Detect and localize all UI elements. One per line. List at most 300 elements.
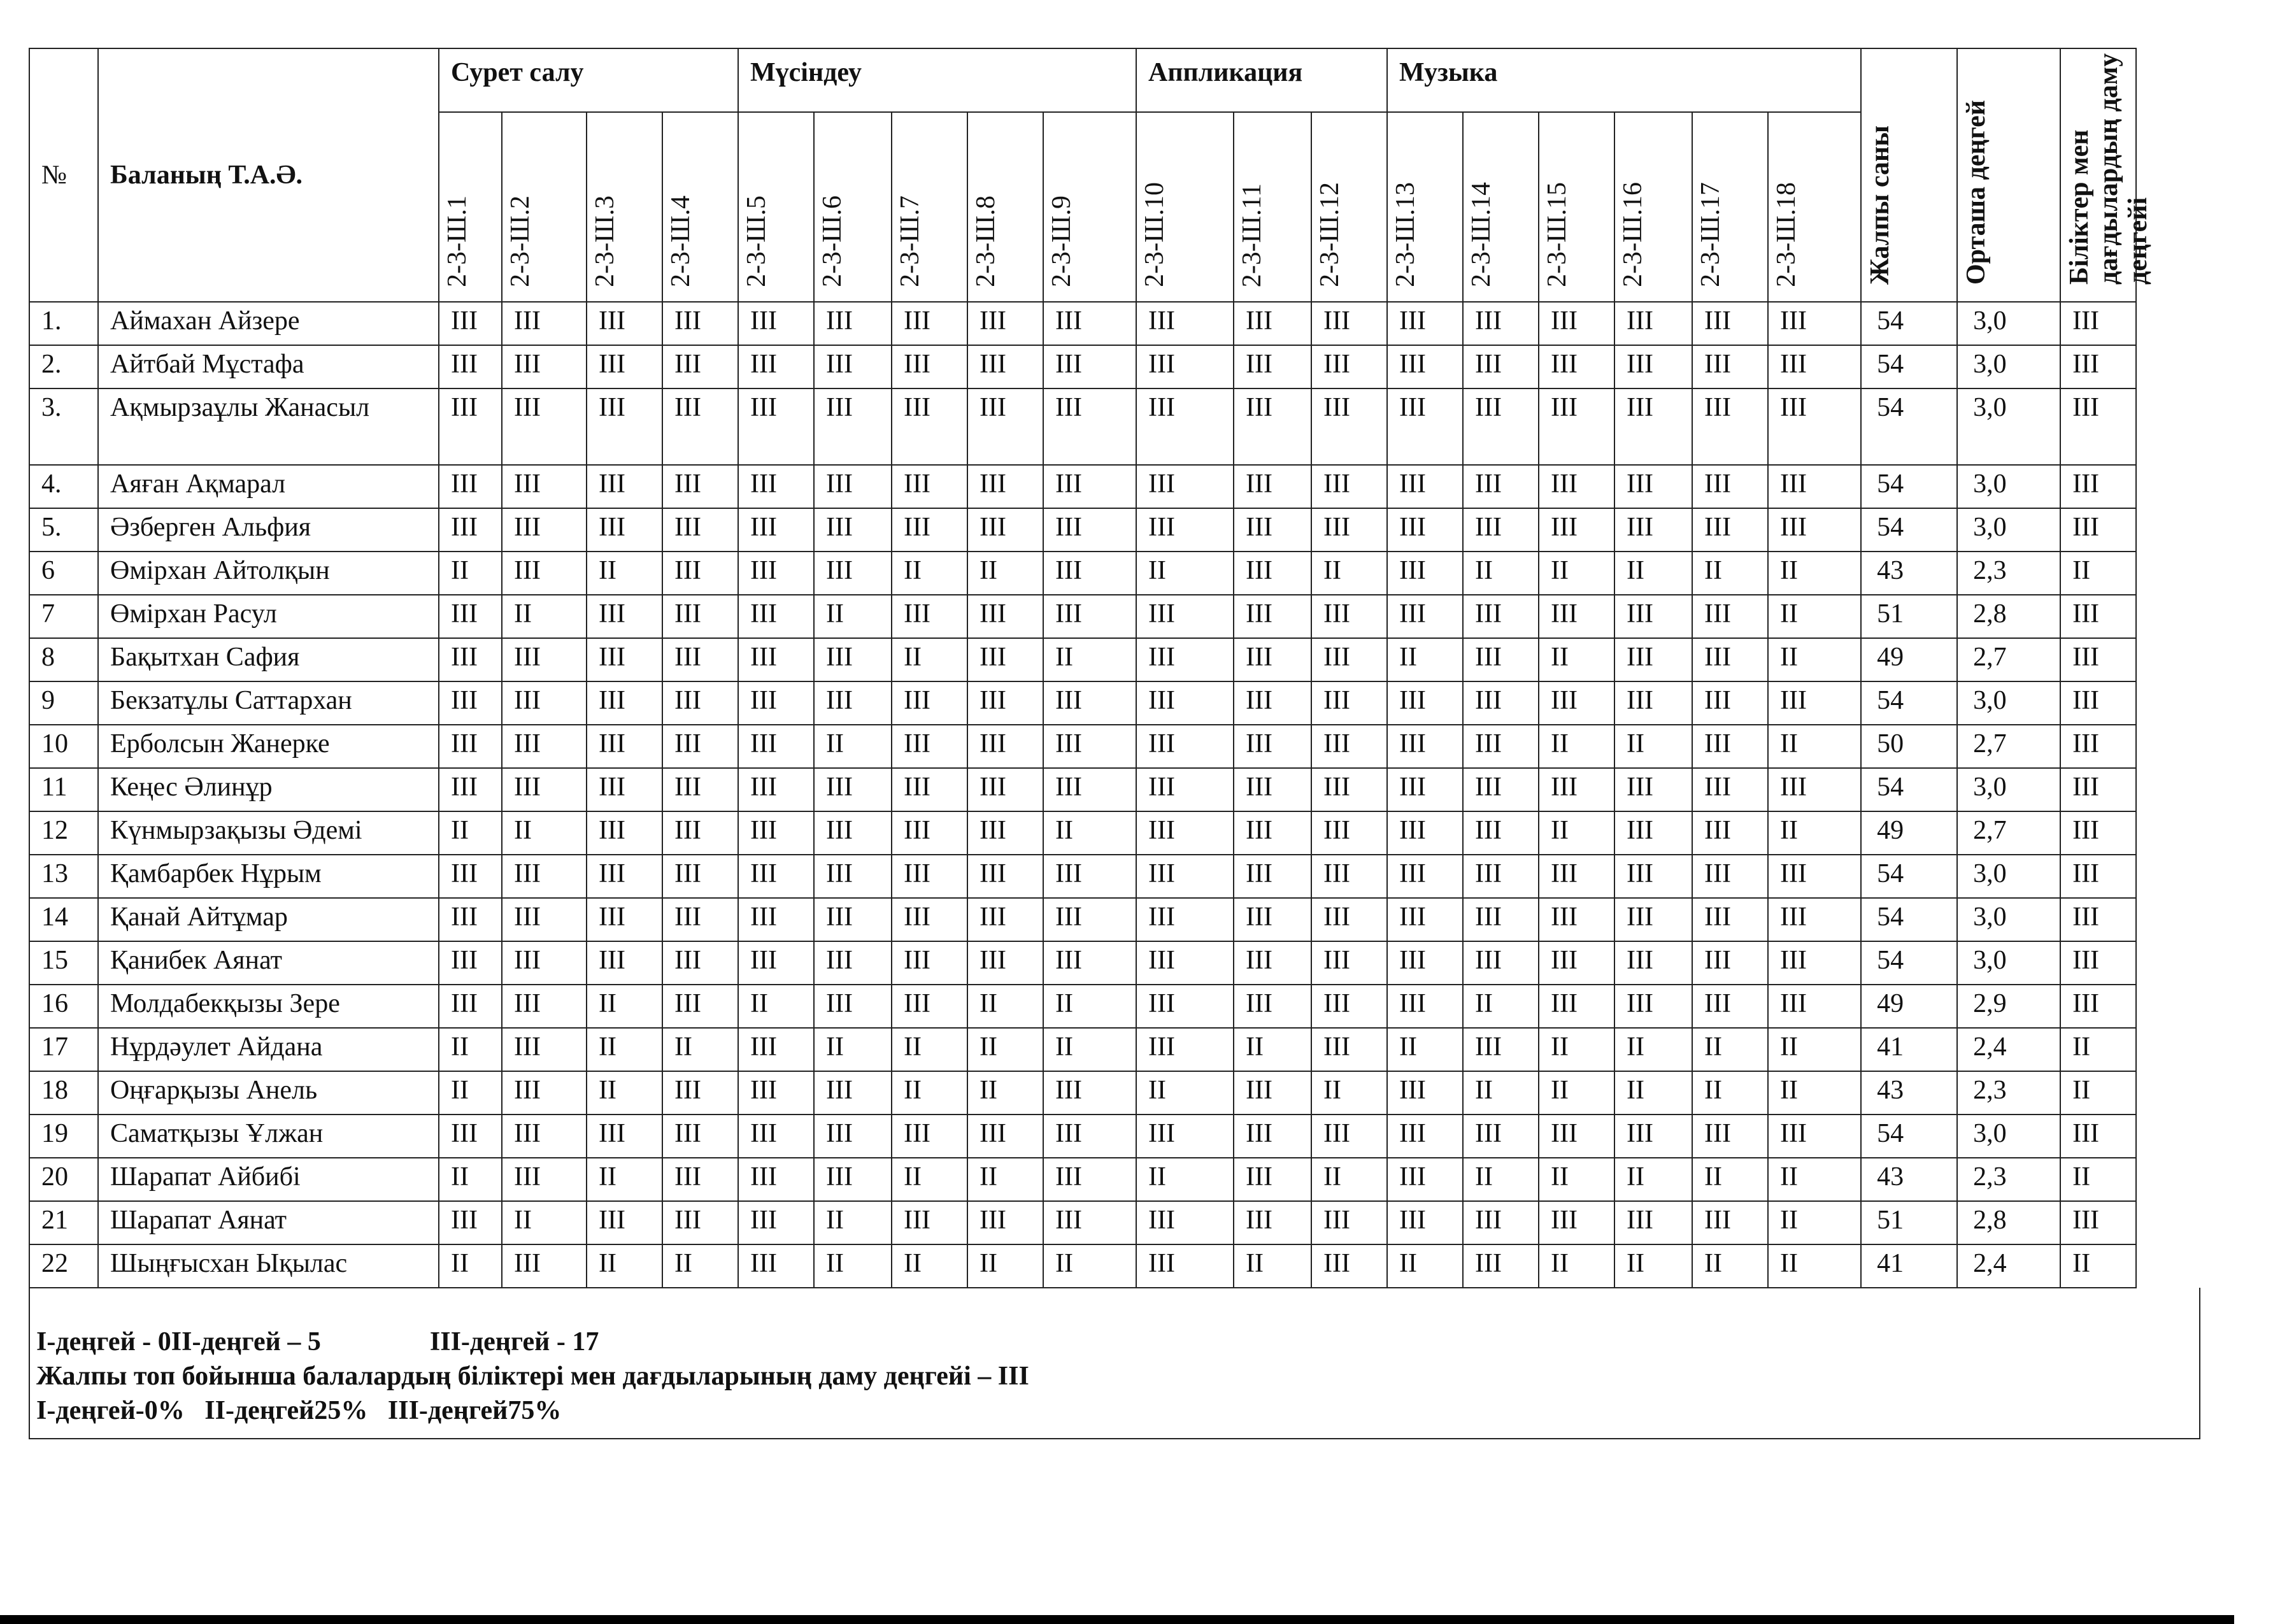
score-cell: II — [814, 1201, 892, 1244]
score-cell: III — [439, 388, 502, 465]
score-cell: III — [1043, 725, 1136, 768]
average-level: 3,0 — [1957, 508, 2060, 552]
score-cell: II — [1768, 1028, 1861, 1071]
score-cell: II — [1614, 1071, 1692, 1115]
score-cell: II — [1311, 1158, 1387, 1201]
total-score: 54 — [1861, 465, 1957, 508]
score-cell: III — [1234, 1201, 1311, 1244]
score-cell: II — [892, 1028, 967, 1071]
score-cell: III — [1692, 941, 1768, 985]
score-cell: III — [738, 638, 814, 681]
table-row — [29, 508, 2272, 552]
table-row — [29, 941, 2272, 985]
score-cell: III — [439, 941, 502, 985]
score-cell: II — [1387, 1244, 1463, 1288]
score-cell: III — [1387, 388, 1463, 465]
score-cell: III — [1043, 1071, 1136, 1115]
total-score: 54 — [1861, 302, 1957, 345]
score-cell: III — [502, 302, 587, 345]
skill-header-label: 2-3-Ш.8 — [971, 196, 1001, 287]
score-cell: III — [439, 725, 502, 768]
score-cell: III — [1311, 1201, 1387, 1244]
score-cell: III — [1387, 302, 1463, 345]
score-cell: III — [662, 388, 738, 465]
score-cell: III — [502, 941, 587, 985]
score-cell: II — [967, 1158, 1043, 1201]
score-cell: II — [892, 552, 967, 595]
score-cell: II — [662, 1244, 738, 1288]
score-cell: III — [1311, 638, 1387, 681]
table-row — [29, 1201, 2272, 1244]
row-number: 20 — [29, 1158, 98, 1201]
table-row — [29, 855, 2272, 898]
total-score: 54 — [1861, 508, 1957, 552]
total-score: 51 — [1861, 1201, 1957, 1244]
score-cell: III — [1043, 388, 1136, 465]
score-cell: II — [1043, 985, 1136, 1028]
score-cell: III — [1311, 508, 1387, 552]
score-cell: III — [892, 1115, 967, 1158]
score-cell: III — [587, 898, 662, 941]
development-level: II — [2060, 552, 2136, 595]
average-level: 2,8 — [1957, 1201, 2060, 1244]
score-cell: III — [1136, 388, 1234, 465]
score-cell: II — [1614, 1028, 1692, 1071]
score-cell: III — [502, 1244, 587, 1288]
score-cell: II — [814, 725, 892, 768]
row-number: 5. — [29, 508, 98, 552]
score-cell: III — [1539, 898, 1614, 941]
child-name: Молдабекқызы Зере — [98, 985, 439, 1028]
child-name: Саматқызы Ұлжан — [98, 1115, 439, 1158]
score-cell: II — [892, 1158, 967, 1201]
summary-counts-a: І-деңгей - 0ІІ-деңгей – 5 — [36, 1327, 321, 1357]
score-cell: III — [439, 508, 502, 552]
score-cell: III — [1234, 388, 1311, 465]
score-cell: II — [502, 811, 587, 855]
table-row — [29, 681, 2272, 725]
score-cell: III — [1311, 725, 1387, 768]
score-cell: III — [1768, 465, 1861, 508]
skill-header — [1768, 112, 1861, 302]
row-number: 4. — [29, 465, 98, 508]
score-cell: III — [1387, 855, 1463, 898]
total-score: 54 — [1861, 898, 1957, 941]
score-cell: III — [814, 552, 892, 595]
development-level: III — [2060, 855, 2136, 898]
score-cell: III — [502, 768, 587, 811]
average-level: 2,3 — [1957, 1158, 2060, 1201]
child-name: Әзберген Альфия — [98, 508, 439, 552]
score-cell: II — [1768, 1158, 1861, 1201]
row-number: 13 — [29, 855, 98, 898]
row-number: 22 — [29, 1244, 98, 1288]
score-cell: III — [662, 811, 738, 855]
average-level: 2,3 — [1957, 552, 2060, 595]
score-cell: III — [814, 1071, 892, 1115]
score-cell: III — [662, 345, 738, 388]
total-score: 49 — [1861, 638, 1957, 681]
score-cell: III — [502, 681, 587, 725]
row-number: 11 — [29, 768, 98, 811]
score-cell: III — [1539, 465, 1614, 508]
score-cell: III — [738, 508, 814, 552]
score-cell: II — [1768, 725, 1861, 768]
score-cell: II — [1768, 1244, 1861, 1288]
score-cell: III — [502, 508, 587, 552]
score-cell: III — [738, 725, 814, 768]
score-cell: III — [967, 638, 1043, 681]
total-score: 41 — [1861, 1028, 1957, 1071]
score-cell: III — [1043, 1158, 1136, 1201]
score-cell: III — [738, 681, 814, 725]
score-cell: III — [967, 811, 1043, 855]
score-cell: III — [1614, 595, 1692, 638]
score-cell: II — [967, 985, 1043, 1028]
score-cell: III — [1614, 1115, 1692, 1158]
score-cell: III — [1539, 768, 1614, 811]
total-score: 43 — [1861, 552, 1957, 595]
development-level: II — [2060, 1071, 2136, 1115]
score-cell: III — [1463, 345, 1539, 388]
development-level: III — [2060, 345, 2136, 388]
score-cell: III — [1136, 1201, 1234, 1244]
score-cell: III — [662, 1201, 738, 1244]
score-cell: II — [1768, 552, 1861, 595]
score-cell: III — [662, 681, 738, 725]
average-level: 2,8 — [1957, 595, 2060, 638]
score-cell: III — [502, 898, 587, 941]
score-cell: III — [738, 1028, 814, 1071]
score-cell: III — [662, 725, 738, 768]
score-cell: III — [892, 345, 967, 388]
child-name: Нұрдәулет Айдана — [98, 1028, 439, 1071]
average-level: 3,0 — [1957, 941, 2060, 985]
score-cell: III — [1234, 768, 1311, 811]
score-cell: II — [967, 552, 1043, 595]
score-cell: II — [1387, 638, 1463, 681]
development-level: III — [2060, 985, 2136, 1028]
table-row — [29, 725, 2272, 768]
score-cell: III — [1043, 898, 1136, 941]
score-cell: III — [892, 941, 967, 985]
score-cell: III — [892, 465, 967, 508]
score-cell: III — [439, 1115, 502, 1158]
total-score: 54 — [1861, 388, 1957, 465]
score-cell: III — [1234, 725, 1311, 768]
average-level: 2,4 — [1957, 1244, 2060, 1288]
score-cell: III — [1136, 465, 1234, 508]
skill-header-label: 2-3-Ш.5 — [742, 196, 772, 287]
score-cell: III — [1692, 1201, 1768, 1244]
score-cell: III — [1234, 302, 1311, 345]
score-cell: II — [1136, 1158, 1234, 1201]
scan-edge-bar — [0, 1615, 2234, 1624]
table-row — [29, 811, 2272, 855]
skill-header — [662, 112, 738, 302]
column-header-total-label: Жалпы саны — [1865, 125, 1895, 285]
score-cell: III — [1614, 302, 1692, 345]
score-cell: II — [1136, 552, 1234, 595]
development-level: III — [2060, 768, 2136, 811]
average-level: 3,0 — [1957, 855, 2060, 898]
row-number: 14 — [29, 898, 98, 941]
score-cell: II — [1387, 1028, 1463, 1071]
score-cell: III — [1463, 508, 1539, 552]
table-row — [29, 1071, 2272, 1115]
score-cell: III — [738, 465, 814, 508]
score-cell: III — [1614, 345, 1692, 388]
score-cell: III — [967, 345, 1043, 388]
child-name: Қамбарбек Нұрым — [98, 855, 439, 898]
score-cell: III — [1387, 768, 1463, 811]
score-cell: III — [1463, 638, 1539, 681]
score-cell: III — [502, 855, 587, 898]
score-cell: II — [439, 811, 502, 855]
score-cell: III — [1043, 1115, 1136, 1158]
row-number: 12 — [29, 811, 98, 855]
child-name: Шыңғысхан Ықылас — [98, 1244, 439, 1288]
group-header: Сурет салу — [439, 48, 738, 112]
score-cell: III — [814, 898, 892, 941]
score-cell: III — [439, 898, 502, 941]
score-cell: II — [738, 985, 814, 1028]
table-row — [29, 552, 2272, 595]
score-cell: II — [1539, 1071, 1614, 1115]
average-level: 3,0 — [1957, 681, 2060, 725]
development-level: III — [2060, 465, 2136, 508]
score-cell: III — [967, 1115, 1043, 1158]
score-cell: III — [1387, 1071, 1463, 1115]
score-cell: III — [1692, 681, 1768, 725]
score-cell: III — [1692, 388, 1768, 465]
score-cell: III — [1692, 1115, 1768, 1158]
score-cell: III — [1539, 985, 1614, 1028]
score-cell: III — [1311, 388, 1387, 465]
score-cell: III — [892, 388, 967, 465]
score-cell: III — [1136, 638, 1234, 681]
score-cell: II — [587, 1028, 662, 1071]
group-header: Музыка — [1387, 48, 1861, 112]
score-cell: III — [587, 811, 662, 855]
row-number: 2. — [29, 345, 98, 388]
column-header-total — [1861, 48, 1957, 302]
score-cell: III — [1311, 1115, 1387, 1158]
skill-header-label: 2-3-Ш.17 — [1696, 182, 1726, 287]
score-cell: III — [1387, 508, 1463, 552]
score-cell: III — [1311, 941, 1387, 985]
score-cell: III — [439, 855, 502, 898]
score-cell: III — [502, 552, 587, 595]
score-cell: III — [502, 985, 587, 1028]
score-cell: III — [738, 388, 814, 465]
score-cell: III — [1043, 941, 1136, 985]
score-cell: III — [1768, 768, 1861, 811]
score-cell: III — [1463, 1028, 1539, 1071]
score-cell: III — [439, 768, 502, 811]
score-cell: III — [814, 941, 892, 985]
score-cell: III — [439, 595, 502, 638]
score-cell: III — [1387, 595, 1463, 638]
score-cell: III — [502, 1115, 587, 1158]
score-cell: III — [662, 465, 738, 508]
score-cell: III — [1234, 508, 1311, 552]
score-cell: II — [662, 1028, 738, 1071]
table-row — [29, 1244, 2272, 1288]
score-cell: III — [1614, 768, 1692, 811]
score-cell: III — [1234, 1115, 1311, 1158]
skill-header-label: 2-3-Ш.2 — [506, 196, 535, 287]
score-cell: III — [1768, 302, 1861, 345]
score-cell: II — [587, 985, 662, 1028]
score-cell: II — [1768, 1201, 1861, 1244]
score-cell: III — [587, 638, 662, 681]
score-cell: III — [1136, 681, 1234, 725]
child-name: Өмірхан Расул — [98, 595, 439, 638]
score-cell: III — [1043, 595, 1136, 638]
score-cell: III — [967, 681, 1043, 725]
child-name: Аймахан Айзере — [98, 302, 439, 345]
score-cell: II — [439, 1071, 502, 1115]
score-cell: III — [1539, 941, 1614, 985]
score-cell: III — [1234, 811, 1311, 855]
average-level: 2,7 — [1957, 638, 2060, 681]
score-cell: III — [1539, 855, 1614, 898]
score-cell: III — [1311, 595, 1387, 638]
score-cell: III — [1136, 768, 1234, 811]
score-cell: III — [1136, 1028, 1234, 1071]
score-cell: III — [1614, 388, 1692, 465]
score-cell: III — [1539, 388, 1614, 465]
score-cell: III — [587, 345, 662, 388]
assessment-table — [29, 48, 2273, 1288]
score-cell: III — [967, 941, 1043, 985]
score-cell: III — [1692, 725, 1768, 768]
score-cell: II — [439, 1028, 502, 1071]
skill-header — [738, 112, 814, 302]
score-cell: III — [1136, 345, 1234, 388]
score-cell: III — [738, 302, 814, 345]
column-header-name: Баланың Т.А.Ә. — [98, 48, 439, 302]
score-cell: III — [1311, 855, 1387, 898]
score-cell: III — [1614, 811, 1692, 855]
skill-header-label: 2-3-Ш.11 — [1237, 183, 1267, 287]
score-cell: III — [1768, 985, 1861, 1028]
score-cell: III — [1136, 941, 1234, 985]
score-cell: III — [967, 388, 1043, 465]
skill-header — [1614, 112, 1692, 302]
score-cell: III — [1234, 345, 1311, 388]
assessment-sheet — [29, 48, 2199, 1288]
score-cell: II — [439, 552, 502, 595]
score-cell: III — [1234, 465, 1311, 508]
score-cell: II — [1311, 552, 1387, 595]
child-name: Күнмырзақызы Әдемі — [98, 811, 439, 855]
score-cell: III — [587, 465, 662, 508]
average-level: 3,0 — [1957, 768, 2060, 811]
score-cell: II — [439, 1244, 502, 1288]
score-cell: III — [1463, 855, 1539, 898]
total-score: 54 — [1861, 855, 1957, 898]
development-level: III — [2060, 681, 2136, 725]
score-cell: II — [892, 1244, 967, 1288]
row-number: 7 — [29, 595, 98, 638]
score-cell: III — [738, 345, 814, 388]
score-cell: III — [1043, 1201, 1136, 1244]
development-level: II — [2060, 1158, 2136, 1201]
score-cell: III — [439, 985, 502, 1028]
score-cell: III — [892, 855, 967, 898]
score-cell: II — [1768, 595, 1861, 638]
child-name: Қанай Айтұмар — [98, 898, 439, 941]
score-cell: III — [1387, 1115, 1463, 1158]
score-cell: III — [1463, 941, 1539, 985]
score-cell: III — [892, 681, 967, 725]
development-level: III — [2060, 508, 2136, 552]
score-cell: III — [738, 1115, 814, 1158]
score-cell: III — [967, 768, 1043, 811]
score-cell: II — [587, 1158, 662, 1201]
development-level: III — [2060, 1115, 2136, 1158]
score-cell: III — [1768, 1115, 1861, 1158]
development-level: III — [2060, 1201, 2136, 1244]
column-header-number: № — [29, 48, 98, 302]
skill-header — [892, 112, 967, 302]
child-name: Бекзатұлы Саттархан — [98, 681, 439, 725]
score-cell: III — [1311, 465, 1387, 508]
score-cell: III — [1043, 552, 1136, 595]
score-cell: III — [814, 1158, 892, 1201]
average-level: 2,4 — [1957, 1028, 2060, 1071]
score-cell: III — [1614, 1201, 1692, 1244]
score-cell: III — [1614, 681, 1692, 725]
score-cell: III — [1136, 595, 1234, 638]
score-cell: III — [1387, 985, 1463, 1028]
score-cell: II — [1692, 1071, 1768, 1115]
score-cell: III — [439, 465, 502, 508]
score-cell: III — [587, 508, 662, 552]
score-cell: III — [1539, 302, 1614, 345]
skill-header-label: 2-3-Ш.1 — [443, 196, 472, 287]
score-cell: III — [1311, 1244, 1387, 1288]
skill-header — [1387, 112, 1463, 302]
score-cell: III — [1614, 638, 1692, 681]
score-cell: III — [1692, 345, 1768, 388]
score-cell: III — [439, 302, 502, 345]
score-cell: III — [1387, 898, 1463, 941]
score-cell: II — [1539, 1158, 1614, 1201]
total-score: 54 — [1861, 941, 1957, 985]
score-cell: II — [1768, 811, 1861, 855]
score-cell: III — [502, 638, 587, 681]
score-cell: II — [1311, 1071, 1387, 1115]
child-name: Кеңес Әлинұр — [98, 768, 439, 811]
table-row — [29, 768, 2272, 811]
development-level: III — [2060, 941, 2136, 985]
score-cell: III — [1463, 681, 1539, 725]
skill-header-label: 2-3-Ш.16 — [1618, 182, 1648, 287]
score-cell: III — [662, 941, 738, 985]
child-name: Оңғарқызы Анель — [98, 1071, 439, 1115]
skill-header-label: 2-3-Ш.18 — [1772, 182, 1802, 287]
skill-header-label: 2-3-Ш.9 — [1047, 196, 1077, 287]
average-level: 2,3 — [1957, 1071, 2060, 1115]
score-cell: III — [1043, 345, 1136, 388]
score-cell: II — [587, 552, 662, 595]
score-cell: III — [502, 1158, 587, 1201]
score-cell: III — [1387, 1158, 1463, 1201]
score-cell: III — [1234, 1071, 1311, 1115]
